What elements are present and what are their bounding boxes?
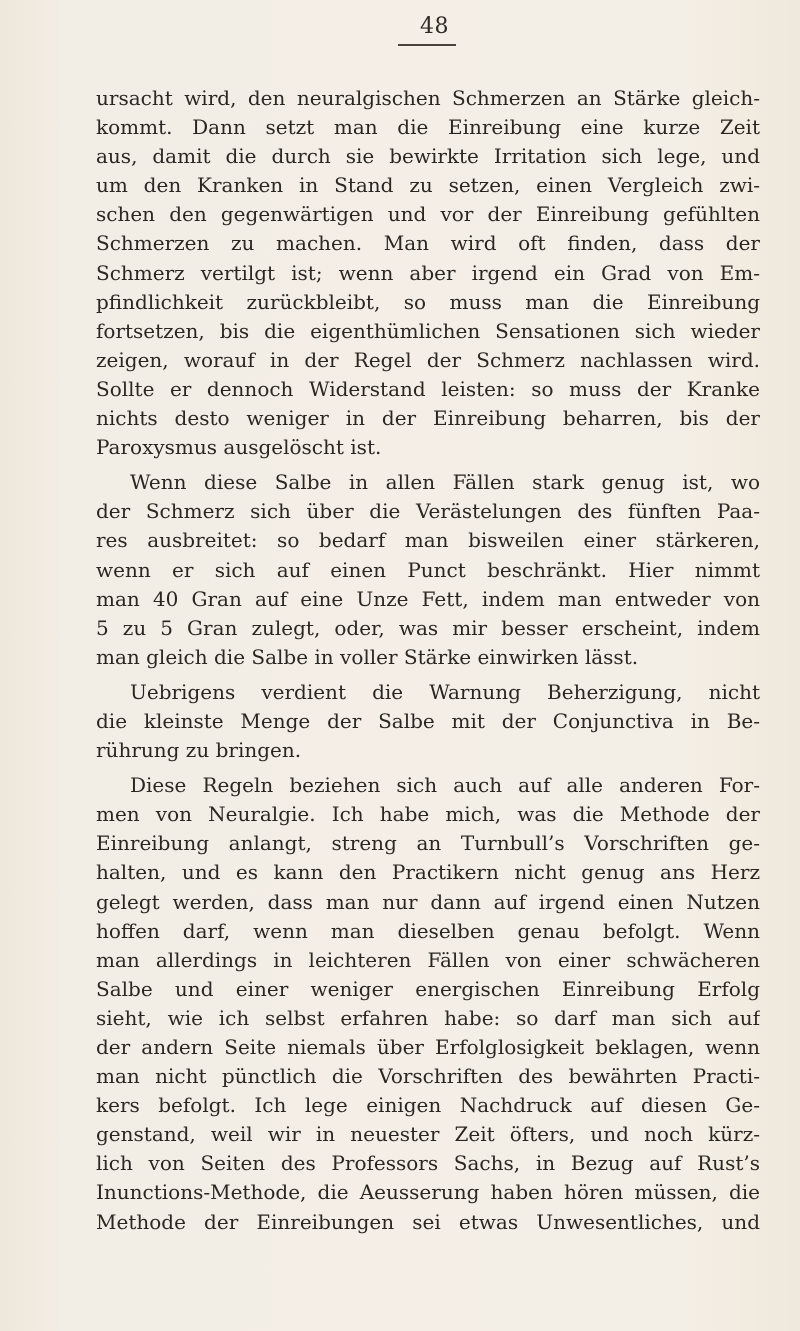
text-line: Schmerzen zu machen. Man wird oft finden, dass der (96, 231, 760, 256)
text-line: wenn er sich auf einen Punct beschränkt. Hier nimmt (96, 557, 760, 582)
text-line: der andern Seite niemals über Erfolglosigkeit beklagen, wenn (96, 1035, 760, 1059)
text-line: pfindlichkeit zurückbleibt, so muss man die Einreibung (96, 289, 760, 314)
text-line: nichts desto weniger in der Einreibung beharren, bis der (96, 406, 760, 431)
text-line: 5 zu 5 Gran zulegt, oder, was mir besser erscheint, indem (96, 615, 760, 640)
text-line: Schmerz vertilgt ist; wenn aber irgend ein Grad von Em- (96, 260, 760, 285)
text-line: halten, und es kann den Practikern nicht genug ans Herz (96, 860, 760, 885)
text-line: man 40 Gran auf eine Unze Fett, indem man entweder von (96, 586, 760, 611)
text-line: um den Kranken in Stand zu setzen, einen Vergleich zwi- (96, 173, 760, 198)
text-line: fortsetzen, bis die eigenthümlichen Sensationen sich wieder (96, 318, 760, 343)
text-line: man allerdings in leichteren Fällen von einer schwächeren (96, 947, 760, 972)
text-line: men von Neuralgie. Ich habe mich, was die Methode der (96, 802, 760, 827)
text-line: gelegt werden, dass man nur dann auf irgend einen Nutzen (96, 889, 760, 914)
text-line: Wenn diese Salbe in allen Fällen stark genug ist, wo (130, 470, 760, 495)
text-line: Inunctions-Methode, die Aeusserung haben hören müssen, die (96, 1180, 760, 1205)
text-line: die kleinste Menge der Salbe mit der Conjunctiva in Be- (96, 708, 760, 733)
text-line: kommt. Dann setzt man die Einreibung eine kurze Zeit (96, 115, 760, 140)
text-line: ursacht wird, den neuralgischen Schmerzen an Stärke gleich- (96, 86, 760, 110)
text-line: Uebrigens verdient die Warnung Beherzigung, nicht (130, 679, 760, 704)
text-line: res ausbreitet: so bedarf man bisweilen einer stärkeren, (96, 528, 760, 553)
text-line: lich von Seiten des Professors Sachs, in Bezug auf Rust’s (96, 1151, 760, 1176)
text-line: man gleich die Salbe in voller Stärke einwirken lässt. (96, 644, 639, 669)
text-line: Sollte er dennoch Widerstand leisten: so muss der Kranke (96, 376, 760, 401)
page-number-rule (398, 44, 456, 46)
text-line: rührung zu bringen. (96, 738, 302, 763)
text-line: genstand, weil wir in neuester Zeit öfters, und noch kürz- (96, 1122, 760, 1147)
text-line: schen den gegenwärtigen und vor der Einreibung gefühlten (96, 202, 760, 227)
body-text (96, 84, 760, 1237)
paragraph-2 (96, 468, 760, 672)
paragraph-3 (96, 678, 760, 765)
text-line: sieht, wie ich selbst erfahren habe: so darf man sich auf (96, 1005, 760, 1030)
text-line: man nicht pünctlich die Vorschriften des bewährten Practi- (96, 1064, 760, 1089)
text-line: Salbe und einer weniger energischen Einreibung Erfolg (96, 976, 760, 1001)
text-line: Einreibung anlangt, streng an Turnbull’s Vorschriften ge- (96, 831, 760, 856)
page-number: 48 (420, 14, 449, 39)
paragraph-4 (96, 771, 760, 1237)
text-line: Methode der Einreibungen sei etwas Unwesentliches, und (96, 1209, 760, 1234)
text-line: zeigen, worauf in der Regel der Schmerz nachlassen wird. (96, 347, 760, 372)
paragraph-1 (96, 84, 760, 462)
text-line: kers befolgt. Ich lege einigen Nachdruck auf diesen Ge- (96, 1093, 760, 1118)
text-line: der Schmerz sich über die Verästelungen des fünften Paa- (96, 499, 760, 524)
text-line: aus, damit die durch sie bewirkte Irritation sich lege, und (96, 144, 760, 169)
text-line: Diese Regeln beziehen sich auch auf alle anderen For- (130, 773, 760, 798)
text-line: hoffen darf, wenn man dieselben genau befolgt. Wenn (96, 918, 760, 943)
text-line: Paroxysmus ausgelöscht ist. (96, 435, 382, 460)
